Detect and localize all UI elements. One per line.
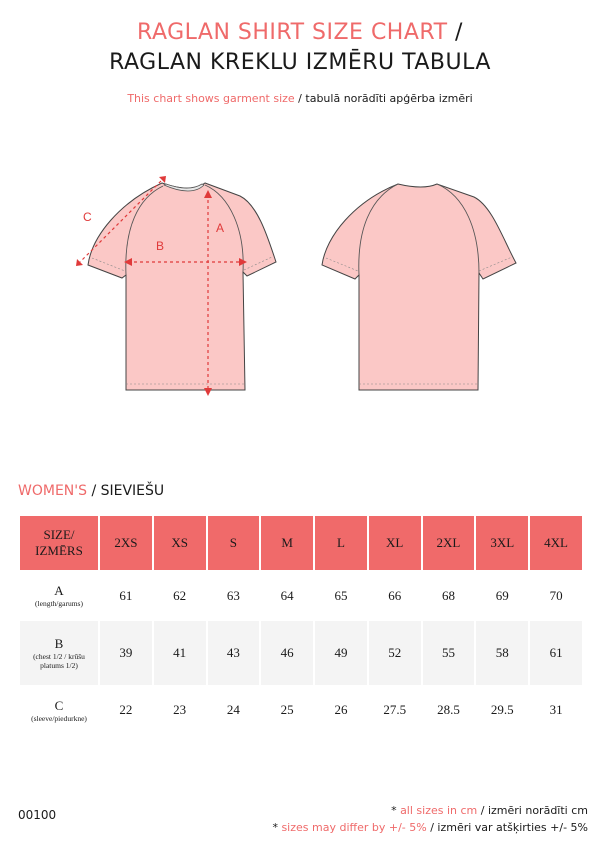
footnote-units-lv: / izmēri norādīti cm [477, 804, 588, 817]
table-cell: 63 [208, 572, 260, 619]
table-cell: 31 [530, 687, 582, 734]
title-separator: / [447, 20, 463, 45]
table-row [20, 621, 582, 684]
table-cell: 46 [261, 621, 313, 684]
footnote-star: * [272, 821, 282, 834]
table-cell: 64 [261, 572, 313, 619]
size-header: 4XL [530, 516, 582, 570]
table-row [20, 572, 582, 619]
footnote-units-en: all sizes in cm [400, 804, 478, 817]
table-cell: 68 [423, 572, 475, 619]
size-header: S [208, 516, 260, 570]
page-title-lv: RAGLAN KREKLU IZMĒRU TABULA [109, 50, 491, 75]
size-header-row [20, 516, 582, 570]
row-label [20, 621, 98, 684]
size-header: XL [369, 516, 421, 570]
size-header: 3XL [476, 516, 528, 570]
size-header: XS [154, 516, 206, 570]
label-a: A [216, 221, 225, 235]
footnote-tolerance-en: sizes may differ by +/- 5% [281, 821, 427, 834]
table-cell: 25 [261, 687, 313, 734]
label-b: B [156, 239, 165, 253]
product-code: 00100 [18, 808, 57, 822]
table-cell: 41 [154, 621, 206, 684]
row-label-note: (chest 1/2 / krūšu platums 1/2) [33, 651, 85, 670]
size-header-corner [20, 516, 98, 570]
footnote-star: * [391, 804, 401, 817]
table-cell: 55 [423, 621, 475, 684]
page-subtitle [0, 92, 600, 105]
table-cell: 61 [530, 621, 582, 684]
row-label-letter: C [54, 697, 64, 713]
table-cell: 58 [476, 621, 528, 684]
shirt-diagram [0, 160, 600, 405]
table-cell: 65 [315, 572, 367, 619]
table-cell: 61 [100, 572, 152, 619]
size-header: 2XS [100, 516, 152, 570]
section-title-en: WOMEN'S [18, 483, 87, 499]
table-cell: 52 [369, 621, 421, 684]
section-title-lv: / SIEVIEŠU [87, 483, 165, 499]
row-label-note: (length/garums) [35, 599, 83, 609]
label-c: C [83, 210, 92, 224]
table-cell: 43 [208, 621, 260, 684]
table-cell: 22 [100, 687, 152, 734]
footnote-tolerance-lv: / izmēri var atšķirties +/- 5% [426, 821, 588, 834]
page-title [0, 20, 600, 45]
corner-line-1: SIZE/ [43, 527, 75, 542]
size-table [18, 514, 584, 736]
section-title [18, 483, 164, 499]
table-cell: 29.5 [476, 687, 528, 734]
size-header: M [261, 516, 313, 570]
shirt-back-drawing [322, 184, 516, 390]
subtitle-lv: / tabulā norādīti apģērba izmēri [294, 92, 473, 105]
row-label [20, 687, 98, 734]
table-cell: 49 [315, 621, 367, 684]
subtitle-en: This chart shows garment size [127, 92, 295, 105]
row-label-letter: A [54, 583, 64, 599]
table-cell: 62 [154, 572, 206, 619]
table-cell: 66 [369, 572, 421, 619]
size-header: 2XL [423, 516, 475, 570]
table-cell: 23 [154, 687, 206, 734]
table-cell: 70 [530, 572, 582, 619]
title-en: RAGLAN SHIRT SIZE CHART [137, 20, 448, 45]
row-label-note: (sleeve/piedurkne) [31, 713, 87, 723]
size-header: L [315, 516, 367, 570]
corner-line-2: IZMĒRS [35, 543, 83, 558]
row-label [20, 572, 98, 619]
table-cell: 26 [315, 687, 367, 734]
row-label-letter: B [54, 635, 64, 651]
shirt-front-drawing [88, 183, 276, 390]
table-cell: 27.5 [369, 687, 421, 734]
footnote-tolerance [272, 821, 588, 834]
footnote-units [391, 804, 588, 817]
table-cell: 24 [208, 687, 260, 734]
table-cell: 69 [476, 572, 528, 619]
table-cell: 39 [100, 621, 152, 684]
table-cell: 28.5 [423, 687, 475, 734]
table-row [20, 687, 582, 734]
